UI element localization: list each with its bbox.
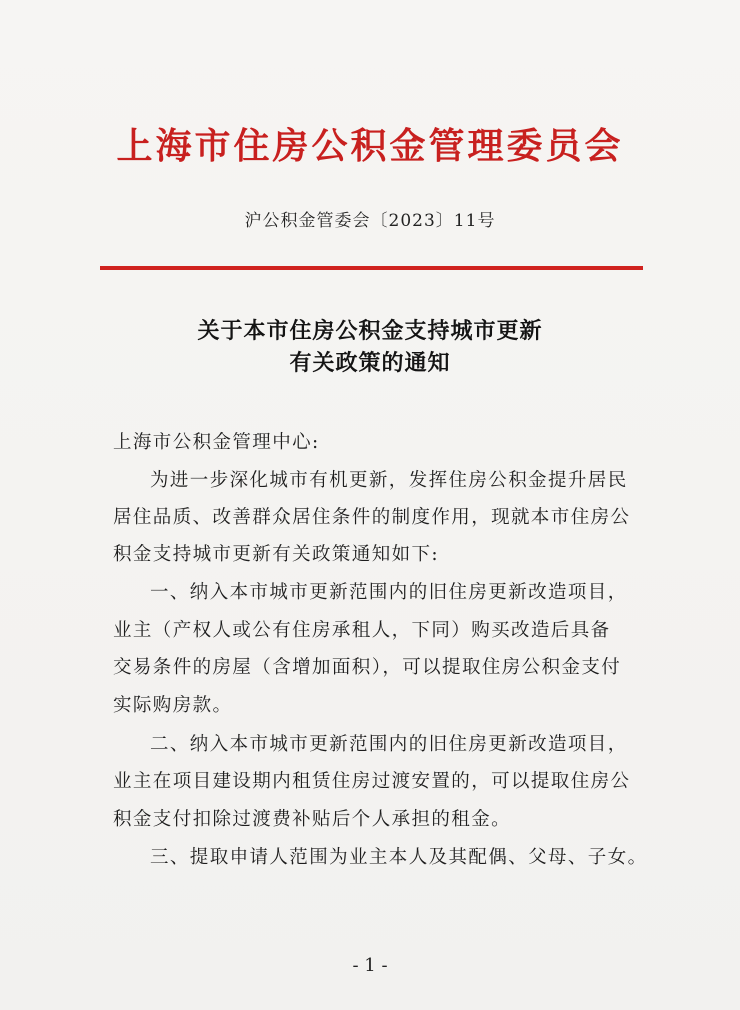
paragraph-line: 积金支付扣除过渡费补贴后个人承担的租金。: [113, 809, 512, 830]
paragraph-line: 为进一步深化城市有机更新，发挥住房公积金提升居民: [150, 470, 628, 491]
paragraph-line: 业主（产权人或公有住房承租人，下同）购买改造后具备: [113, 620, 611, 641]
paragraph-line: 实际购房款。: [113, 695, 233, 716]
org-title: 上海市住房公积金管理委员会: [116, 125, 624, 167]
page-number: - 1 -: [352, 955, 388, 976]
notice-title-line-1: 关于本市住房公积金支持城市更新: [197, 318, 543, 344]
document-number: 沪公积金管委会〔2023〕11号: [244, 211, 496, 231]
paragraph-line: 二、纳入本市城市更新范围内的旧住房更新改造项目，: [150, 734, 628, 755]
notice-title-line-2: 有关政策的通知: [289, 350, 451, 376]
red-divider: [100, 266, 643, 270]
paragraph-line: 一、纳入本市城市更新范围内的旧住房更新改造项目，: [150, 582, 628, 603]
paragraph-line: 居住品质、改善群众居住条件的制度作用，现就本市住房公: [113, 507, 631, 528]
paragraph-line: 三、提取申请人范围为业主本人及其配偶、父母、子女。: [150, 847, 648, 868]
paragraph-line: 业主在项目建设期内租赁住房过渡安置的，可以提取住房公: [113, 771, 631, 792]
paragraph-line: 积金支持城市更新有关政策通知如下:: [113, 544, 440, 565]
paragraph-line: 交易条件的房屋（含增加面积），可以提取住房公积金支付: [113, 657, 622, 678]
salutation: 上海市公积金管理中心:: [113, 432, 320, 453]
